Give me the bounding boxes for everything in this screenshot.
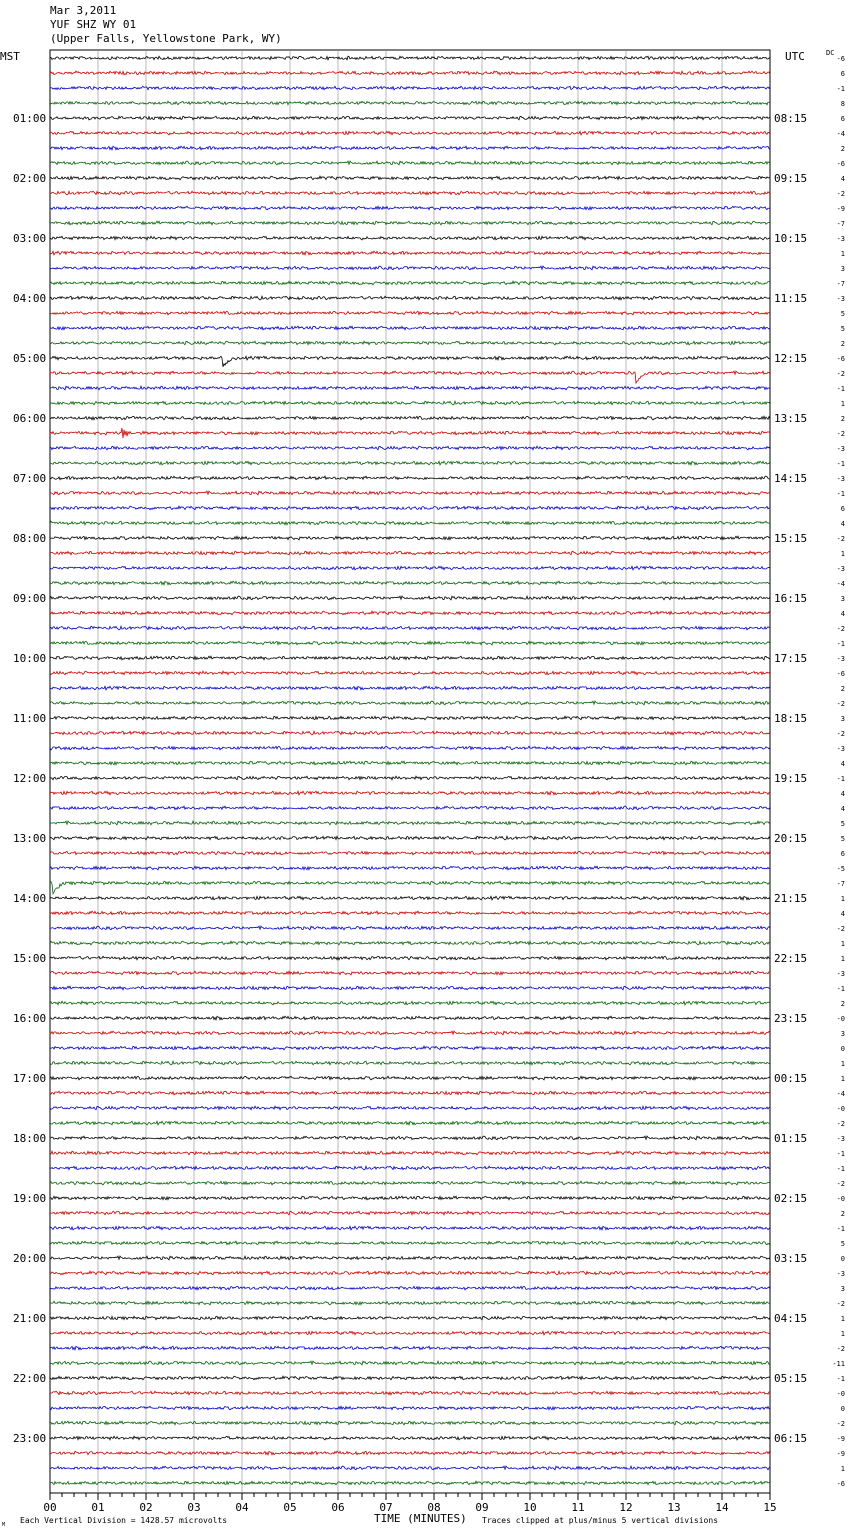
dc-offset-label: 6 [840,505,845,513]
trace-row [50,1181,770,1185]
trace-row [50,1106,770,1110]
dc-offset-label: -6 [836,160,845,168]
trace-row [50,911,770,915]
dc-offset-label: -6 [836,1480,845,1488]
dc-offset-label: 1 [840,955,845,963]
trace-row [50,866,770,870]
utc-hour-label: 01:15 [774,1132,808,1145]
dc-offset-label: 4 [840,910,845,918]
dc-offset-label: -2 [836,1345,845,1353]
trace-row [50,671,770,675]
dc-offset-label: 6 [840,70,845,78]
trace-row [50,596,770,600]
dc-offset-label: 1 [840,1315,845,1323]
dc-offset-label: 3 [840,595,845,603]
dc-offset-label: -7 [836,280,845,288]
dc-offset-label: -1 [836,640,845,648]
x-tick-label: 03 [187,1501,201,1514]
mst-hour-label: 03:00 [13,232,47,245]
trace-row [50,776,770,780]
dc-offset-label: 1 [840,250,845,258]
station-location: (Upper Falls, Yellowstone Park, WY) [50,32,282,45]
dc-offset-label: 4 [840,760,845,768]
trace-row [50,1121,770,1125]
dc-offset-label: -3 [836,655,845,663]
dc-offset-label: -0 [836,1195,845,1203]
mst-hour-label: 22:00 [13,1372,47,1385]
trace-row [50,1331,770,1335]
dc-offset-label: -3 [836,1270,845,1278]
trace-row [50,521,770,525]
utc-hour-label: 15:15 [774,532,808,545]
x-tick-label: 11 [571,1501,585,1514]
x-tick-label: 14 [715,1501,729,1514]
utc-hour-label: 18:15 [774,712,808,725]
trace-row [50,1031,770,1035]
trace-row [50,401,770,405]
mst-hour-label: 17:00 [13,1072,47,1085]
utc-hour-label: 02:15 [774,1192,808,1205]
trace-row [50,821,770,825]
dc-offset-label: 1 [840,400,845,408]
dc-offset-label: 1 [840,1075,845,1083]
utc-hour-label: 19:15 [774,772,808,785]
dc-offset-label: -1 [836,1225,845,1233]
dc-offset-label: 2 [840,145,845,153]
dc-offset-label: -1 [836,775,845,783]
dc-offset-label: 2 [840,1000,845,1008]
utc-hour-label: 23:15 [774,1012,808,1025]
trace-row [50,761,770,765]
mst-hour-label: 15:00 [13,952,47,965]
x-tick-label: 02 [139,1501,153,1514]
scale-note: Each Vertical Division = 1428.57 microvolts [20,1516,228,1525]
dc-offset-label: 6 [840,115,845,123]
dc-offset-label: -5 [836,865,845,873]
utc-hour-label: 17:15 [774,652,808,665]
mst-hour-label: 23:00 [13,1432,47,1445]
corner-mark: M [2,1522,6,1528]
dc-offset-label: -4 [836,130,845,138]
mst-hour-label: 14:00 [13,892,47,905]
trace-row [50,716,770,720]
trace-row [50,1166,770,1170]
dc-offset-label: 3 [840,265,845,273]
dc-offset-label: -9 [836,1435,845,1443]
trace-row [50,731,770,735]
dc-offset-label: 4 [840,610,845,618]
dc-offset-label: -1 [836,1150,845,1158]
dc-offset-label: 0 [840,1405,845,1413]
dc-offset-label: -0 [836,1105,845,1113]
trace-row [50,131,770,135]
trace-row [50,221,770,225]
chart-date: Mar 3,2011 [50,4,117,17]
trace-row [50,341,770,345]
utc-hour-label: 09:15 [774,172,808,185]
dc-offset-label: -0 [836,1015,845,1023]
trace-row [50,71,770,75]
dc-offset-label: -2 [836,700,845,708]
dc-offset-label: 0 [840,1255,845,1263]
mst-hour-label: 11:00 [13,712,47,725]
mst-hour-labels [13,112,46,1445]
trace-row [50,161,770,165]
trace-row [50,896,770,900]
trace-row [50,491,770,495]
trace-row [50,701,770,705]
trace-row [50,1451,770,1455]
trace-row [50,1361,770,1365]
dc-offset-label: 1 [840,1060,845,1068]
trace-row [50,1061,770,1065]
dc-offset-label: -2 [836,190,845,198]
trace-row [50,686,770,690]
trace-row [50,146,770,150]
trace-row [50,371,770,383]
trace-row [50,551,770,555]
dc-offset-label: -2 [836,370,845,378]
dc-offset-label: -1 [836,490,845,498]
utc-hour-label: 14:15 [774,472,808,485]
trace-row [50,236,770,240]
mst-hour-label: 02:00 [13,172,47,185]
clip-note: Traces clipped at plus/minus 5 vertical divisions [482,1516,719,1525]
left-timezone-label: MST [0,50,20,63]
trace-row [50,656,770,660]
trace-row [50,1196,770,1200]
trace-row [50,86,770,90]
trace-row [50,626,770,630]
trace-row [50,941,770,945]
trace-row [50,116,770,120]
utc-hour-label: 21:15 [774,892,808,905]
trace-row [50,251,770,255]
utc-hour-label: 04:15 [774,1312,808,1325]
dc-offset-label: -1 [836,85,845,93]
trace-row [50,881,770,894]
dc-offset-label: 2 [840,340,845,348]
x-tick-label: 01 [91,1501,105,1514]
dc-offset-label: 1 [840,1330,845,1338]
trace-row [50,1001,770,1005]
trace-row [50,1076,770,1080]
x-tick-label: 00 [43,1501,57,1514]
dc-offset-label: -2 [836,1420,845,1428]
dc-offset-label: 4 [840,790,845,798]
dc-offset-label: -6 [836,355,845,363]
trace-row [50,446,770,450]
dc-offset-label: -1 [836,460,845,468]
dc-offset-label: 4 [840,805,845,813]
dc-offset-label: -9 [836,205,845,213]
mst-hour-label: 08:00 [13,532,47,545]
trace-row [50,416,770,420]
dc-offset-label: 2 [840,415,845,423]
utc-hour-label: 10:15 [774,232,808,245]
trace-row [50,1046,770,1050]
mst-hour-label: 07:00 [13,472,47,485]
dc-offset-label: 5 [840,1240,845,1248]
dc-offset-label: -6 [836,55,845,63]
trace-row [50,428,770,438]
trace-row [50,356,770,367]
dc-offset-label: -1 [836,1165,845,1173]
trace-row [50,641,770,645]
dc-offset-label: 4 [840,520,845,528]
x-tick-label: 05 [283,1501,297,1514]
utc-hour-label: 05:15 [774,1372,808,1385]
mst-hour-label: 06:00 [13,412,47,425]
dc-offset-label: -1 [836,985,845,993]
x-tick-label: 04 [235,1501,249,1514]
mst-hour-label: 18:00 [13,1132,47,1145]
dc-offset-label: 6 [840,850,845,858]
dc-offset-label: 5 [840,835,845,843]
time-axis [43,1493,776,1514]
x-tick-label: 07 [379,1501,393,1514]
mst-hour-label: 16:00 [13,1012,47,1025]
mst-hour-label: 13:00 [13,832,47,845]
x-tick-label: 15 [763,1501,777,1514]
trace-row [50,1421,770,1425]
trace-row [50,101,770,105]
dc-offset-label: 1 [840,550,845,558]
trace-row [50,851,770,855]
trace-row [50,191,770,195]
mst-hour-label: 05:00 [13,352,47,365]
seismogram-traces [50,56,770,1485]
dc-offset-label: 0 [840,1045,845,1053]
dc-offset-label: -1 [836,385,845,393]
mst-hour-label: 01:00 [13,112,47,125]
mst-hour-label: 19:00 [13,1192,47,1205]
dc-offset-labels [832,55,845,1488]
x-axis-title: TIME (MINUTES) [374,1512,467,1525]
trace-row [50,176,770,180]
trace-row [50,1241,770,1245]
x-tick-label: 12 [619,1501,633,1514]
trace-row [50,1376,770,1380]
dc-offset-label: -2 [836,535,845,543]
trace-row [50,1211,770,1215]
plot-frame [50,50,770,1493]
trace-row [50,1316,770,1320]
utc-hour-label: 22:15 [774,952,808,965]
mst-hour-label: 12:00 [13,772,47,785]
utc-hour-label: 11:15 [774,292,808,305]
trace-row [50,971,770,975]
dc-offset-label: -3 [836,1135,845,1143]
x-tick-label: 13 [667,1501,681,1514]
trace-row [50,536,770,540]
trace-row [50,266,770,270]
trace-row [50,1136,770,1140]
utc-hour-label: 20:15 [774,832,808,845]
trace-row [50,611,770,615]
trace-row [50,1466,770,1470]
right-timezone-label: UTC [785,50,805,63]
trace-row [50,956,770,960]
dc-offset-label: -1 [836,1375,845,1383]
dc-offset-label: -4 [836,1090,845,1098]
trace-row [50,386,770,390]
dc-offset-label: 3 [840,1030,845,1038]
mst-hour-label: 10:00 [13,652,47,665]
trace-row [50,506,770,510]
mst-hour-label: 20:00 [13,1252,47,1265]
dc-offset-label: 3 [840,715,845,723]
utc-hour-labels [774,112,807,1445]
trace-row [50,1016,770,1020]
dc-offset-label: 1 [840,940,845,948]
x-tick-label: 09 [475,1501,489,1514]
utc-hour-label: 12:15 [774,352,808,365]
dc-offset-label: -2 [836,925,845,933]
trace-row [50,806,770,810]
trace-row [50,791,770,795]
dc-offset-label: -4 [836,580,845,588]
dc-offset-label: 5 [840,310,845,318]
station-title: YUF SHZ WY 01 [50,18,137,31]
utc-hour-label: 00:15 [774,1072,808,1085]
trace-row [50,926,770,930]
mst-hour-label: 04:00 [13,292,47,305]
dc-offset-label: 8 [840,100,845,108]
trace-row [50,1406,770,1410]
minute-gridlines [50,50,770,1493]
trace-row [50,986,770,990]
dc-offset-label: -2 [836,1120,845,1128]
trace-row [50,1271,770,1275]
trace-row [50,461,770,465]
trace-row [50,1481,770,1485]
trace-row [50,311,770,315]
trace-row [50,326,770,330]
x-tick-label: 06 [331,1501,345,1514]
trace-row [50,1301,770,1305]
dc-offset-label: -3 [836,745,845,753]
trace-row [50,1226,770,1230]
dc-offset-label: -6 [836,670,845,678]
dc-header-label: DC [826,49,835,57]
trace-row [50,1391,770,1395]
x-tick-label: 08 [427,1501,441,1514]
dc-offset-label: 2 [840,1210,845,1218]
dc-offset-label: 5 [840,325,845,333]
trace-row [50,566,770,570]
dc-offset-label: -2 [836,730,845,738]
dc-offset-label: -2 [836,625,845,633]
trace-row [50,296,770,300]
dc-offset-label: -9 [836,1450,845,1458]
dc-offset-label: -0 [836,1390,845,1398]
utc-hour-label: 06:15 [774,1432,808,1445]
dc-offset-label: 2 [840,685,845,693]
utc-hour-label: 08:15 [774,112,808,125]
trace-row [50,1091,770,1095]
dc-offset-label: -3 [836,565,845,573]
utc-hour-label: 03:15 [774,1252,808,1265]
dc-offset-label: -3 [836,445,845,453]
dc-offset-label: 4 [840,175,845,183]
trace-row [50,1256,770,1260]
dc-offset-label: -11 [832,1360,845,1368]
trace-row [50,746,770,750]
dc-offset-label: -2 [836,1180,845,1188]
mst-hour-label: 09:00 [13,592,47,605]
trace-row [50,836,770,840]
x-tick-label: 10 [523,1501,537,1514]
dc-offset-label: -7 [836,880,845,888]
trace-row [50,1346,770,1350]
dc-offset-label: 1 [840,895,845,903]
dc-offset-label: -2 [836,430,845,438]
trace-row [50,1436,770,1440]
trace-row [50,281,770,285]
trace-row [50,206,770,210]
utc-hour-label: 16:15 [774,592,808,605]
dc-offset-label: -3 [836,970,845,978]
trace-row [50,1286,770,1290]
dc-offset-label: -2 [836,1300,845,1308]
trace-row [50,581,770,585]
trace-row [50,56,770,60]
utc-hour-label: 13:15 [774,412,808,425]
mst-hour-label: 21:00 [13,1312,47,1325]
trace-row [50,476,770,480]
trace-row [50,1151,770,1155]
dc-offset-label: -3 [836,235,845,243]
dc-offset-label: 3 [840,1285,845,1293]
dc-offset-label: -7 [836,220,845,228]
dc-offset-label: -3 [836,475,845,483]
dc-offset-label: 1 [840,1465,845,1473]
dc-offset-label: 5 [840,820,845,828]
dc-offset-label: -3 [836,295,845,303]
